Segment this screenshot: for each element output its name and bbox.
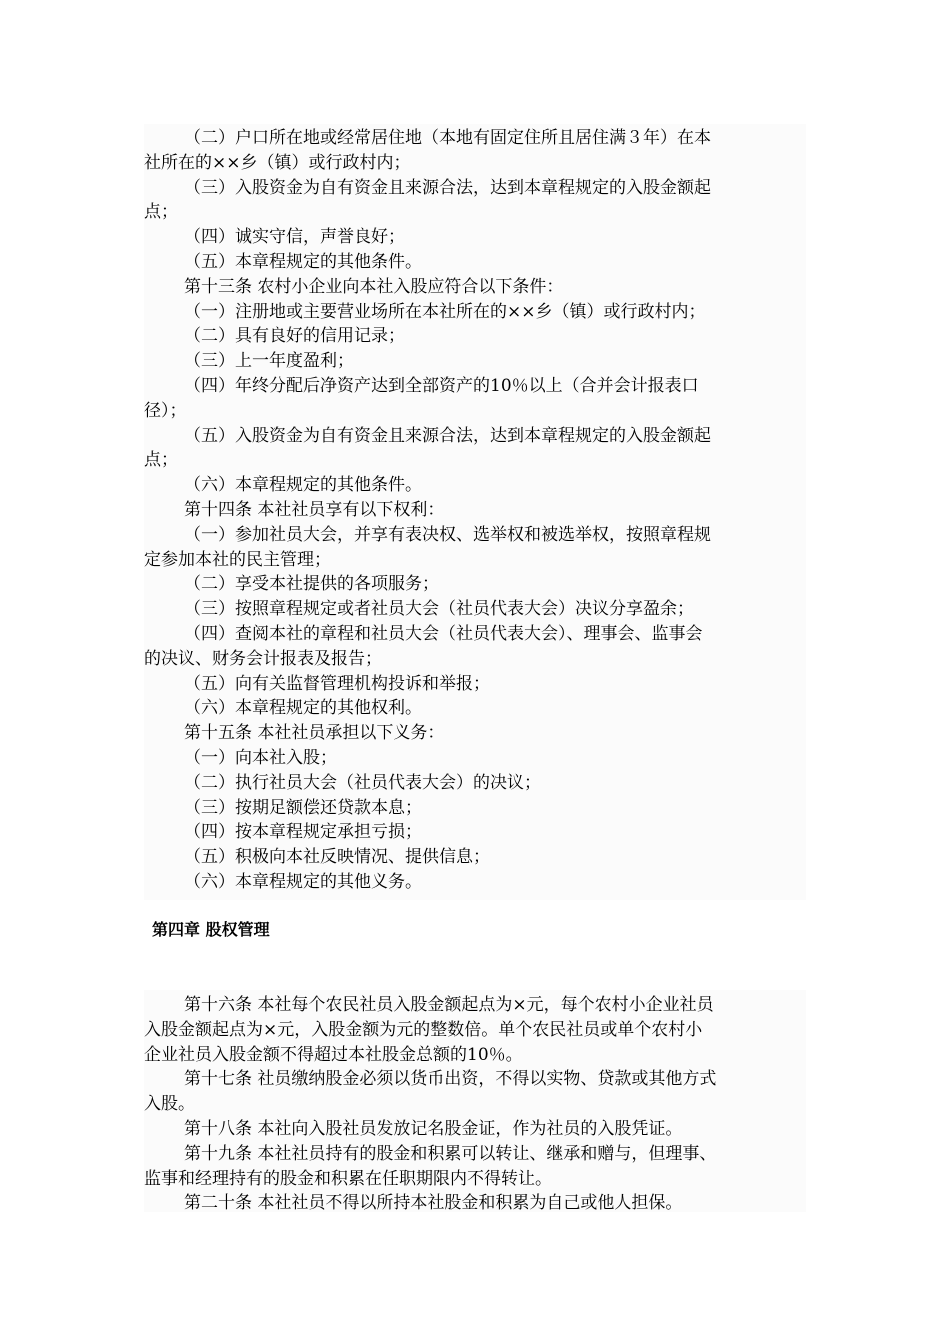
text-line: （五）入股资金为自有资金且来源合法，达到本章程规定的入股金额起 bbox=[184, 425, 711, 446]
text-line: （二）具有良好的信用记录； bbox=[184, 326, 405, 347]
text-line: 点； bbox=[144, 450, 178, 471]
text-line: （六）本章程规定的其他权利。 bbox=[184, 698, 422, 719]
text-line: 径）； bbox=[144, 400, 187, 421]
text-line: 第十六条 本社每个农民社员入股金额起点为×元，每个农村小企业社员 bbox=[184, 995, 714, 1015]
text-line: 第二十条 本社社员不得以所持本社股金和积累为自己或他人担保。 bbox=[184, 1193, 683, 1214]
text-line: （五）积极向本社反映情况、提供信息； bbox=[184, 847, 490, 868]
text-line: 入股。 bbox=[144, 1094, 195, 1115]
text-block-articles-16-20 bbox=[144, 990, 806, 1212]
text-line: （六）本章程规定的其他条件。 bbox=[184, 475, 422, 496]
text-line: 第十八条 本社向入股社员发放记名股金证，作为社员的入股凭证。 bbox=[184, 1118, 683, 1139]
text-line: 的决议、财务会计报表及报告； bbox=[144, 648, 382, 669]
text-line: （二）执行社员大会（社员代表大会）的决议； bbox=[184, 772, 541, 793]
text-line: 第十四条 本社社员享有以下权利： bbox=[184, 499, 445, 520]
text-line: （一）参加社员大会，并享有表决权、选举权和被选举权，按照章程规 bbox=[184, 524, 711, 545]
text-line: 入股金额起点为×元，入股金额为元的整数倍。单个农民社员或单个农村小 bbox=[144, 1019, 703, 1040]
text-line: （四）诚实守信，声誉良好； bbox=[184, 227, 405, 248]
text-line: （四）查阅本社的章程和社员大会（社员代表大会）、理事会、监事会 bbox=[184, 623, 703, 644]
text-line: （三）入股资金为自有资金且来源合法，达到本章程规定的入股金额起 bbox=[184, 177, 711, 198]
text-line: 社所在的××乡（镇）或行政村内； bbox=[144, 152, 411, 173]
text-line: （一）向本社入股； bbox=[184, 747, 337, 768]
text-line: （二）户口所在地或经常居住地（本地有固定住所且居住满３年）在本 bbox=[184, 128, 711, 148]
text-line: （四）按本章程规定承担亏损； bbox=[184, 822, 422, 843]
text-line: 监事和经理持有的股金和积累在任职期限内不得转让。 bbox=[144, 1168, 552, 1189]
text-line: 定参加本社的民主管理； bbox=[144, 549, 331, 570]
text-line: （五）向有关监督管理机构投诉和举报； bbox=[184, 673, 490, 694]
text-line: （五）本章程规定的其他条件。 bbox=[184, 251, 422, 272]
text-line: （三）按期足额偿还贷款本息； bbox=[184, 797, 422, 818]
text-line: 第十三条 农村小企业向本社入股应符合以下条件： bbox=[184, 276, 564, 297]
text-line: 企业社员入股金额不得超过本社股金总额的10％。 bbox=[144, 1044, 523, 1065]
chapter-heading: 第四章 股权管理 bbox=[152, 920, 270, 939]
text-line: （一）注册地或主要营业场所在本社所在的××乡（镇）或行政村内； bbox=[184, 301, 706, 322]
text-block-articles-12-15 bbox=[144, 124, 806, 900]
text-line: 第十九条 本社社员持有的股金和积累可以转让、继承和赠与，但理事、 bbox=[184, 1143, 717, 1164]
text-line: （二）享受本社提供的各项服务； bbox=[184, 574, 439, 595]
text-line: （四）年终分配后净资产达到全部资产的10％以上（合并会计报表口 bbox=[184, 375, 699, 396]
text-line: （三）按照章程规定或者社员大会（社员代表大会）决议分享盈余； bbox=[184, 599, 694, 620]
text-line: 点； bbox=[144, 202, 178, 223]
text-line: （三）上一年度盈利； bbox=[184, 351, 354, 372]
text-line: 第十七条 社员缴纳股金必须以货币出资，不得以实物、贷款或其他方式 bbox=[184, 1069, 717, 1090]
text-line: 第十五条 本社社员承担以下义务： bbox=[184, 723, 445, 744]
text-line: （六）本章程规定的其他义务。 bbox=[184, 871, 422, 892]
